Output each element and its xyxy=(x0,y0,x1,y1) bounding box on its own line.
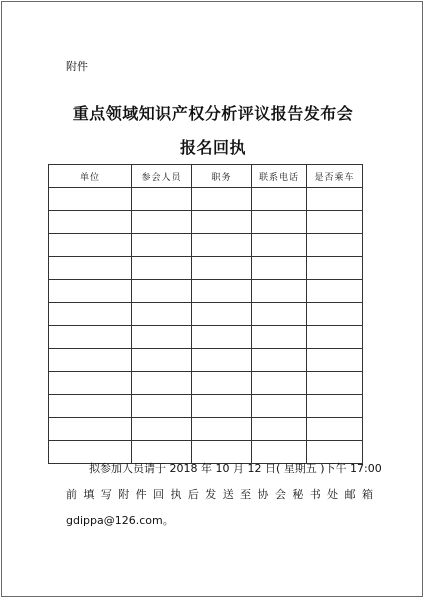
table-cell[interactable] xyxy=(132,395,192,418)
table-cell[interactable] xyxy=(49,418,132,441)
table-cell[interactable] xyxy=(192,234,252,257)
table-cell[interactable] xyxy=(192,280,252,303)
table-cell[interactable] xyxy=(252,418,307,441)
table-cell[interactable] xyxy=(307,280,363,303)
header-phone: 联系电话 xyxy=(252,165,307,188)
table-cell[interactable] xyxy=(132,211,192,234)
header-attendees: 参会人员 xyxy=(132,165,192,188)
table-cell[interactable] xyxy=(307,372,363,395)
table-cell[interactable] xyxy=(132,257,192,280)
header-unit: 单位 xyxy=(49,165,132,188)
table-row xyxy=(49,395,363,418)
table-row xyxy=(49,349,363,372)
registration-table xyxy=(48,164,363,464)
table-cell[interactable] xyxy=(192,418,252,441)
table-cell[interactable] xyxy=(192,372,252,395)
table-row xyxy=(49,418,363,441)
table-cell[interactable] xyxy=(252,372,307,395)
table-cell[interactable] xyxy=(49,395,132,418)
attachment-label: 附件 xyxy=(66,60,88,73)
table-cell[interactable] xyxy=(307,303,363,326)
table-cell[interactable] xyxy=(49,211,132,234)
table-cell[interactable] xyxy=(192,211,252,234)
table-cell[interactable] xyxy=(252,326,307,349)
table-cell[interactable] xyxy=(192,188,252,211)
table-cell[interactable] xyxy=(49,280,132,303)
table-row xyxy=(49,211,363,234)
table-cell[interactable] xyxy=(252,234,307,257)
table-cell[interactable] xyxy=(192,303,252,326)
table-cell[interactable] xyxy=(192,395,252,418)
table-cell[interactable] xyxy=(252,188,307,211)
table-cell[interactable] xyxy=(49,188,132,211)
table-cell[interactable] xyxy=(132,418,192,441)
note-line-1: 拟参加人员请于 2018 年 10 月 12 日( 星期五 )下午 17:00 xyxy=(89,462,382,475)
table-row xyxy=(49,234,363,257)
table-cell[interactable] xyxy=(252,257,307,280)
table-cell[interactable] xyxy=(307,188,363,211)
table-row xyxy=(49,188,363,211)
table-row xyxy=(49,257,363,280)
table-cell[interactable] xyxy=(307,211,363,234)
table-cell[interactable] xyxy=(132,372,192,395)
table-cell[interactable] xyxy=(49,234,132,257)
table-cell[interactable] xyxy=(252,349,307,372)
table-cell[interactable] xyxy=(307,418,363,441)
table-cell[interactable] xyxy=(49,326,132,349)
table-row xyxy=(49,280,363,303)
table-row xyxy=(49,303,363,326)
header-position: 职务 xyxy=(192,165,252,188)
table-cell[interactable] xyxy=(252,211,307,234)
table-row xyxy=(49,372,363,395)
table-cell[interactable] xyxy=(132,326,192,349)
table-cell[interactable] xyxy=(49,372,132,395)
table-cell[interactable] xyxy=(307,349,363,372)
document-title: 重点领域知识产权分析评议报告发布会 xyxy=(72,104,354,123)
table-cell[interactable] xyxy=(49,303,132,326)
table-row xyxy=(49,326,363,349)
table-cell[interactable] xyxy=(252,303,307,326)
note-line-2: 前填写附件回执后发送至协会秘书处邮箱 xyxy=(66,488,373,501)
table-cell[interactable] xyxy=(132,303,192,326)
table-cell[interactable] xyxy=(307,395,363,418)
table-cell[interactable] xyxy=(192,257,252,280)
table-cell[interactable] xyxy=(307,326,363,349)
table-cell[interactable] xyxy=(307,234,363,257)
table-cell[interactable] xyxy=(192,326,252,349)
table-cell[interactable] xyxy=(132,234,192,257)
table-cell[interactable] xyxy=(252,280,307,303)
table-cell[interactable] xyxy=(132,188,192,211)
table-cell[interactable] xyxy=(252,395,307,418)
table-header-row xyxy=(49,165,363,188)
table-cell[interactable] xyxy=(49,257,132,280)
table-cell[interactable] xyxy=(132,280,192,303)
header-transport: 是否乘车 xyxy=(307,165,363,188)
table-cell[interactable] xyxy=(49,349,132,372)
note-email: gdippa@126.com。 xyxy=(66,514,174,527)
table-cell[interactable] xyxy=(307,257,363,280)
table-cell[interactable] xyxy=(132,349,192,372)
table-cell[interactable] xyxy=(192,349,252,372)
document-subtitle: 报名回执 xyxy=(179,138,246,157)
